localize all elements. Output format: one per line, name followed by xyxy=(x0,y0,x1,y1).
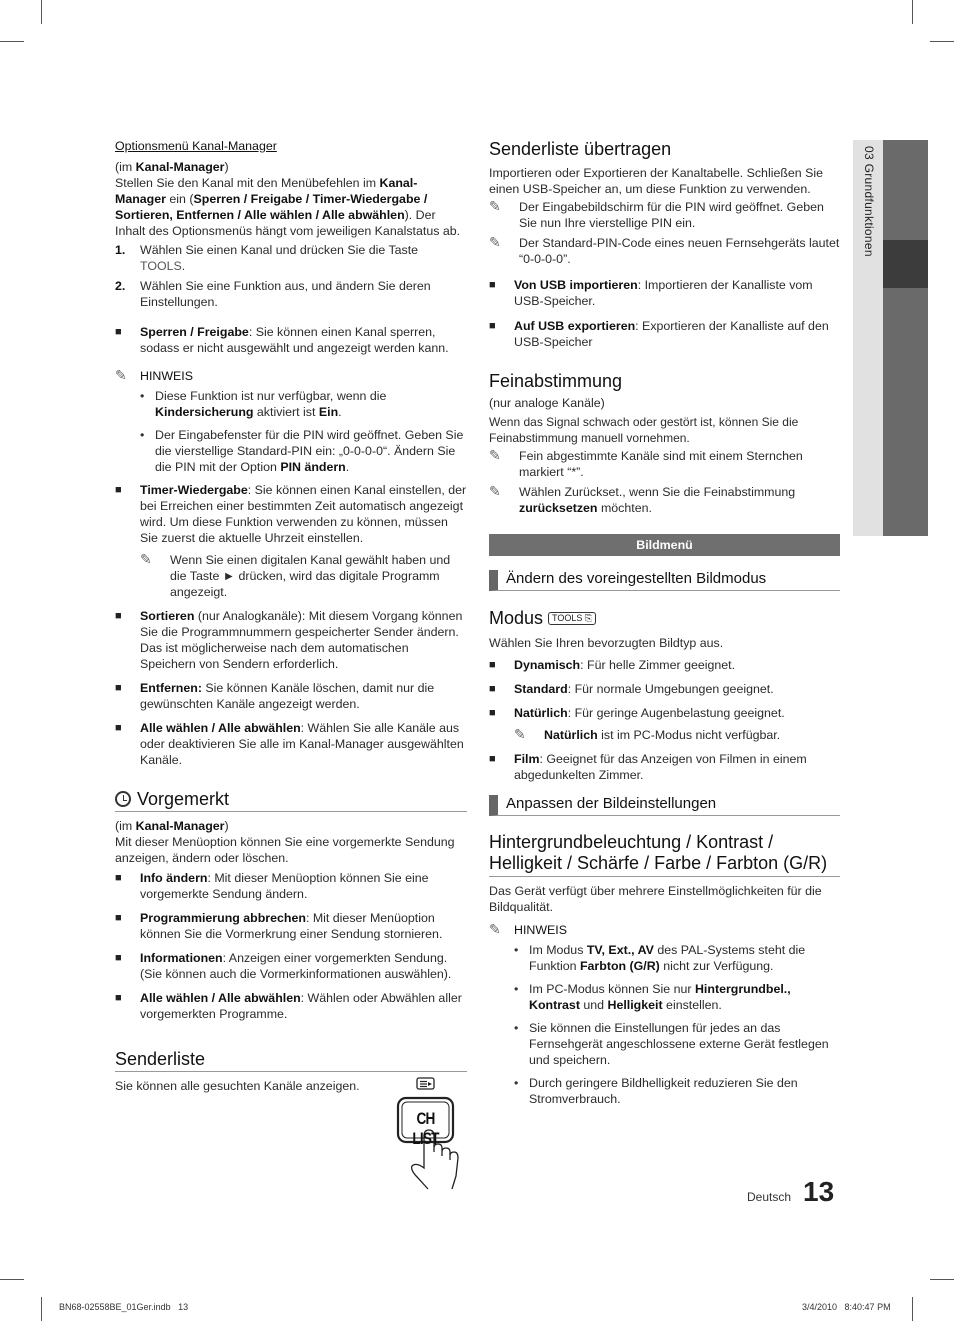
ch-list-label: CH LIST xyxy=(412,1109,439,1148)
note-pen-icon: ✎ xyxy=(489,483,501,499)
ch-list-remote-illustration xyxy=(396,1076,460,1191)
uebertragen-desc: Importieren oder Exportieren der Kanaltabelle. Schließen Sie einen USB-Speicher an, um diese Funktion zu verwenden. xyxy=(489,166,824,196)
note-pen-icon: ✎ xyxy=(514,726,526,742)
chapter-label: 03 Grundfunktionen xyxy=(862,146,876,257)
crop-mark xyxy=(930,1279,954,1280)
page-language: Deutsch xyxy=(747,1190,792,1204)
hinweis-heading-right: ✎ HINWEIS xyxy=(489,921,568,937)
left-column xyxy=(115,138,467,1094)
anpassen-heading: Anpassen der Bildeinstellungen xyxy=(489,795,840,816)
item-dynamisch: ■ Dynamisch: Für helle Zimmer geeignet. xyxy=(489,657,840,673)
modus-heading: Modus TOOLS ⎘ xyxy=(489,607,840,630)
im-kanal-manager: (im Kanal-Manager) xyxy=(115,160,229,174)
chapter-tab-marker xyxy=(883,240,928,288)
vorgemerkt-im: (im Kanal-Manager) xyxy=(115,819,229,833)
crop-mark xyxy=(0,1279,24,1280)
item-info-aendern: ■ Info ändern: Mit dieser Menüoption können Sie eine vorgemerkte Sendung ändern. xyxy=(115,870,467,902)
timer-note: ✎ Wenn Sie einen digitalen Kanal gewählt haben und die Taste ► drücken, wird das digitale Programm angezeigt. xyxy=(140,551,451,599)
step-2: 2. Wählen Sie eine Funktion aus, und ändern Sie deren Einstellungen. xyxy=(115,279,431,309)
natuerlich-note: ✎ Natürlich ist im PC-Modus nicht verfügbar. xyxy=(514,726,781,742)
fein-note-1: ✎ Fein abgestimmte Kanäle sind mit einem Sternchen markiert “*”. xyxy=(489,447,803,479)
modus-desc: Wählen Sie Ihren bevorzugten Bildtyp aus. xyxy=(489,636,724,650)
item-sortieren: ■ Sortieren (nur Analogkanäle): Mit diesem Vorgang können Sie die Programmnummern gespeicherter Sender ändern. Das ist möglicherweise nach dem automatischen Speichern von Sendern erforderlich. xyxy=(115,608,467,672)
item-alle-waehlen-2: ■ Alle wählen / Alle abwählen: Wählen oder Abwählen aller vorgemerkten Programme. xyxy=(115,990,467,1022)
note-pen-icon: ✎ xyxy=(489,198,501,214)
fein-sub: (nur analoge Kanäle) xyxy=(489,396,605,410)
optionsmenu-title: Optionsmenü Kanal-Manager xyxy=(115,139,277,153)
item-standard: ■ Standard: Für normale Umgebungen geeignet. xyxy=(489,681,840,697)
item-timer: ■ Timer-Wiedergabe: Sie können einen Kanal einstellen, der bei Erreichen einer bestimmten Zeit automatisch angezeigt wird. Um diese Funktion verwenden zu können, müssen Sie zuerst die aktuelle Uhrzeit einstellen. xyxy=(115,482,467,546)
footer-date: 3/4/2010 8:40:47 PM xyxy=(802,1302,891,1312)
senderliste-desc: Sie können alle gesuchten Kanäle anzeigen. xyxy=(115,1079,360,1093)
senderliste-heading: Senderliste xyxy=(115,1048,467,1072)
note-pen-icon: ✎ xyxy=(489,234,501,250)
hinweis-bullet-1: • Diese Funktion ist nur verfügbar, wenn die Kindersicherung aktiviert ist Ein. xyxy=(115,388,467,420)
senderliste-uebertragen-heading: Senderliste übertragen xyxy=(489,139,672,159)
tools-icon: TOOLS ⎘ xyxy=(548,612,596,625)
item-film: ■ Film: Geeignet für das Anzeigen von Filmen in einem abgedunkelten Zimmer. xyxy=(489,751,840,783)
item-informationen: ■ Informationen: Anzeigen einer vorgemerkten Sendung. (Sie können auch die Vormerkinformationen auswählen). xyxy=(115,950,467,982)
aendern-bildmodus-heading: Ändern des voreingestellten Bildmodus xyxy=(489,570,840,591)
vorgemerkt-heading: Vorgemerkt xyxy=(115,788,467,812)
crop-mark xyxy=(41,1297,42,1321)
chapter-tab xyxy=(853,140,928,536)
pin-note-1: ✎ Der Eingabebildschirm für die PIN wird geöffnet. Geben Sie nun Ihre vierstellige PIN ein. xyxy=(489,198,824,230)
bildmenue-bar: Bildmenü xyxy=(489,534,840,556)
step-1: 1. Wählen Sie einen Kanal und drücken Sie die Taste TOOLS. xyxy=(115,243,419,273)
hg-desc: Das Gerät verfügt über mehrere Einstellmöglichkeiten für die Bildqualität. xyxy=(489,884,822,914)
fein-desc: Wenn das Signal schwach oder gestört ist, können Sie die Feinabstimmung manuell vornehmen. xyxy=(489,415,799,445)
note-pen-icon: ✎ xyxy=(140,551,152,567)
hinweis-heading: ✎ HINWEIS xyxy=(115,367,194,383)
clock-icon xyxy=(115,791,131,807)
crop-mark xyxy=(0,41,24,42)
vorgemerkt-desc: Mit dieser Menüoption können Sie eine vorgemerkte Sendung anzeigen, ändern oder löschen. xyxy=(115,835,455,865)
crop-mark xyxy=(930,41,954,42)
chapter-tab-dark xyxy=(883,140,928,536)
item-von-usb: ■ Von USB importieren: Importieren der Kanalliste vom USB-Speicher. xyxy=(489,277,840,309)
note-pen-icon: ✎ xyxy=(115,367,127,383)
hg-bullet-4: • Durch geringere Bildhelligkeit reduzieren Sie den Stromverbrauch. xyxy=(489,1075,840,1107)
hg-bullet-2: • Im PC-Modus können Sie nur Hintergrundbel., Kontrast und Helligkeit einstellen. xyxy=(489,981,840,1013)
note-pen-icon: ✎ xyxy=(489,447,501,463)
item-sperren: ■ Sperren / Freigabe: Sie können einen Kanal sperren, sodass er nicht ausgewählt und angezeigt werden kann. xyxy=(115,324,467,356)
hinweis-bullet-2: • Der Eingabefenster für die PIN wird geöffnet. Geben Sie die vierstellige Standard-PIN ein: „0-0-0-0“. Ändern Sie die PIN mit der Option PIN ändern. xyxy=(115,427,467,475)
page-number: 13 xyxy=(803,1176,835,1207)
item-natuerlich: ■ Natürlich: Für geringe Augenbelastung geeignet. xyxy=(489,705,840,721)
item-programmierung-abbrechen: ■ Programmierung abbrechen: Mit dieser Menüoption können Sie die Vormerkrung einer Sendung stornieren. xyxy=(115,910,467,942)
feinabstimmung-heading: Feinabstimmung xyxy=(489,371,623,391)
crop-mark xyxy=(912,1297,913,1321)
crop-mark xyxy=(912,0,913,24)
item-auf-usb: ■ Auf USB exportieren: Exportieren der Kanalliste auf den USB-Speicher xyxy=(489,318,840,350)
hintergrund-heading: Hintergrundbeleuchtung / Kontrast / Helligkeit / Schärfe / Farbe / Farbton (G/R) xyxy=(489,832,840,877)
intro-paragraph: Stellen Sie den Kanal mit den Menübefehlen im Kanal-Manager ein (Sperren / Freigabe / Timer-Wiedergabe / Sortieren, Entfernen / Alle wählen / Alle abwählen). Der Inhalt des Optionsmenüs hängt vom jeweiligen Kanalstatus ab. xyxy=(115,176,461,238)
crop-mark xyxy=(41,0,42,24)
note-pen-icon: ✎ xyxy=(489,921,501,937)
item-entfernen: ■ Entfernen: Sie können Kanäle löschen, damit nur die gewünschten Kanäle angezeigt werden. xyxy=(115,680,467,712)
right-column xyxy=(489,138,840,1114)
hg-bullet-3: • Sie können die Einstellungen für jedes an das Fernsehgerät angeschlossene externe Gerät festlegen und speichern. xyxy=(489,1020,840,1068)
item-alle-waehlen: ■ Alle wählen / Alle abwählen: Wählen Sie alle Kanäle aus oder deaktivieren Sie alle im Kanal-Manager ausgewählten Kanäle. xyxy=(115,720,467,768)
footer-file: BN68-02558BE_01Ger.indb 13 xyxy=(59,1302,189,1312)
hg-bullet-1: • Im Modus TV, Ext., AV des PAL-Systems steht die Funktion Farbton (G/R) nicht zur Verfügung. xyxy=(489,942,840,974)
fein-note-2: ✎ Wählen Zurückset., wenn Sie die Feinabstimmung zurücksetzen möchten. xyxy=(489,483,796,515)
pin-note-2: ✎ Der Standard-PIN-Code eines neuen Fernsehgeräts lautet “0-0-0-0”. xyxy=(489,234,840,266)
